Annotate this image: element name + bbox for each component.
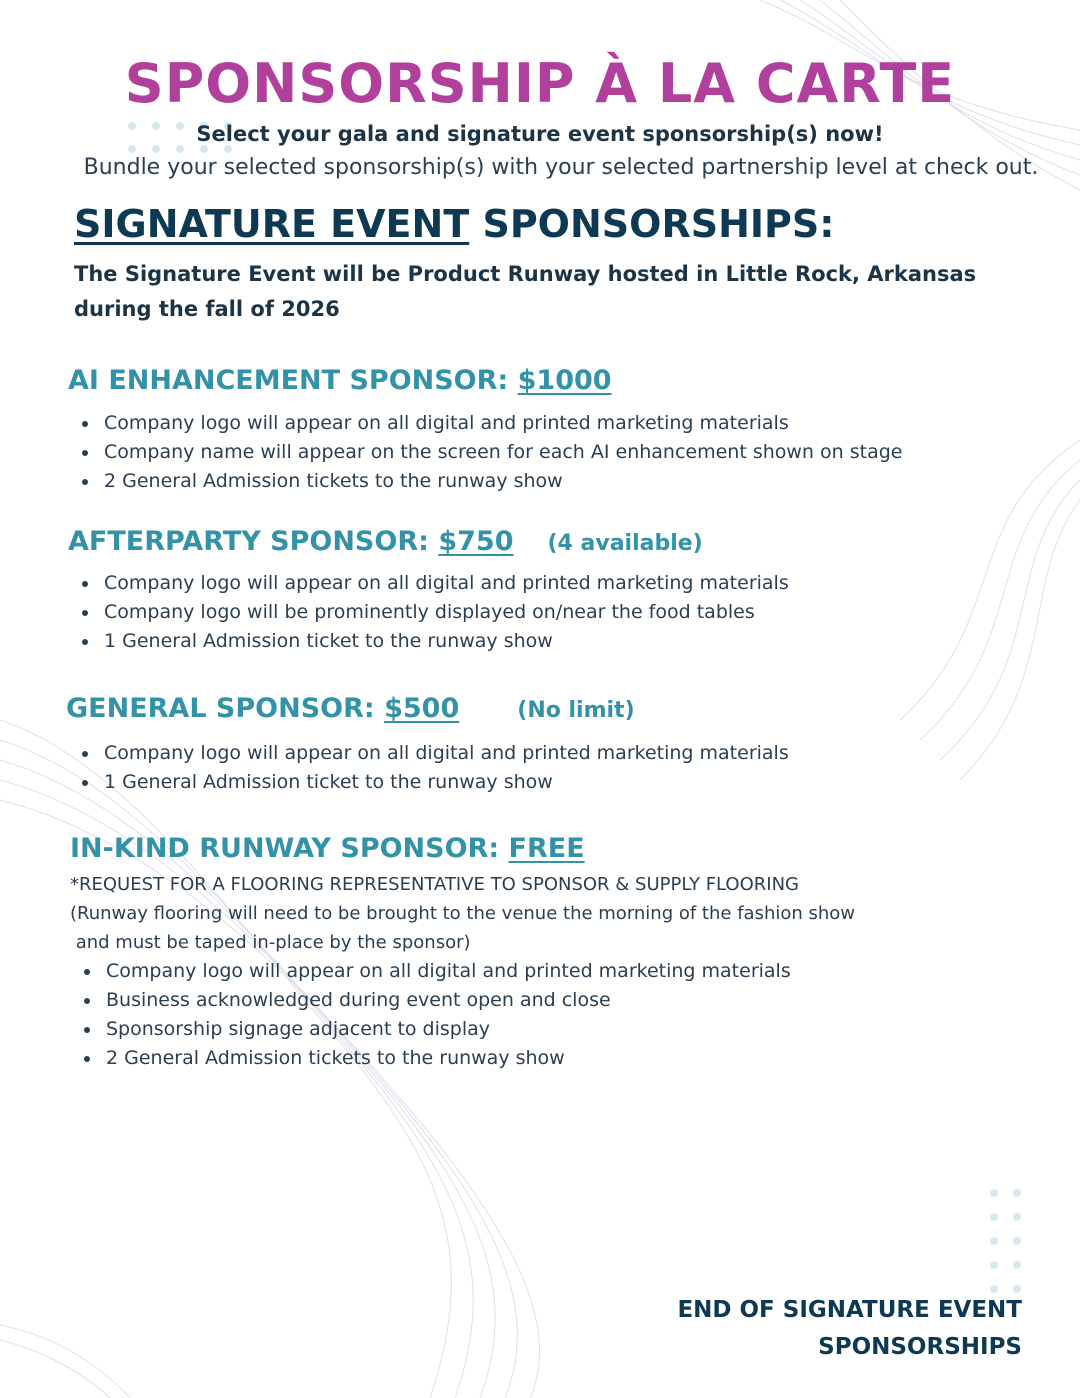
tier-availability-note: (No limit) bbox=[517, 698, 635, 723]
benefit-item: Business acknowledged during event open and close bbox=[80, 986, 791, 1015]
benefit-item: 2 General Admission tickets to the runway show bbox=[80, 1044, 791, 1073]
end-note-line: END OF SIGNATURE EVENT bbox=[677, 1297, 1022, 1323]
benefit-item: Company logo will appear on all digital and printed marketing materials bbox=[78, 409, 902, 438]
tier-ai-enhancement-heading bbox=[68, 363, 612, 399]
tier-label: IN-KIND RUNWAY SPONSOR: bbox=[70, 833, 509, 864]
request-line: and must be taped in-place by the sponsor) bbox=[70, 932, 471, 953]
section-title bbox=[74, 198, 834, 250]
benefit-item: 1 General Admission ticket to the runway show bbox=[78, 768, 789, 797]
benefit-item: 2 General Admission tickets to the runway show bbox=[78, 467, 902, 496]
section-intro bbox=[74, 257, 977, 327]
tier-in-kind-request-note bbox=[70, 870, 930, 957]
section-title-underlined: SIGNATURE EVENT bbox=[74, 202, 470, 246]
tier-availability-note: (4 available) bbox=[547, 531, 703, 556]
tier-general-benefits bbox=[78, 739, 789, 797]
tier-price: $750 bbox=[438, 526, 514, 557]
benefit-item: Company logo will appear on all digital and printed marketing materials bbox=[78, 739, 789, 768]
tier-ai-enhancement-benefits bbox=[78, 409, 902, 496]
tier-afterparty-heading bbox=[68, 524, 703, 562]
request-line: *REQUEST FOR A FLOORING REPRESENTATIVE TO SPONSOR & SUPPLY FLOORING bbox=[70, 874, 799, 895]
tier-label: AFTERPARTY SPONSOR: bbox=[68, 526, 439, 557]
request-line: (Runway flooring will need to be brought to the venue the morning of the fashion show bbox=[70, 903, 856, 924]
benefit-item: 1 General Admission ticket to the runway show bbox=[78, 627, 789, 656]
page-subtitle: Select your gala and signature event sponsorship(s) now! bbox=[196, 122, 884, 146]
tier-in-kind-runway-benefits bbox=[80, 957, 791, 1073]
tier-price: $1000 bbox=[517, 365, 612, 396]
tier-general-heading bbox=[66, 691, 635, 729]
benefit-item: Company logo will appear on all digital and printed marketing materials bbox=[78, 569, 789, 598]
tier-afterparty-benefits bbox=[78, 569, 789, 656]
benefit-item: Company name will appear on the screen for each AI enhancement shown on stage bbox=[78, 438, 902, 467]
section-intro-line: The Signature Event will be Product Runway hosted in Little Rock, Arkansas bbox=[74, 262, 977, 286]
tier-price: FREE bbox=[508, 833, 585, 864]
tier-price: $500 bbox=[384, 693, 460, 724]
section-intro-line: during the fall of 2026 bbox=[74, 297, 340, 321]
section-title-rest: SPONSORSHIPS: bbox=[469, 202, 835, 246]
benefit-item: Company logo will be prominently displayed on/near the food tables bbox=[78, 598, 789, 627]
tier-in-kind-runway-heading bbox=[70, 831, 585, 867]
benefit-item: Sponsorship signage adjacent to display bbox=[80, 1015, 791, 1044]
tier-label: GENERAL SPONSOR: bbox=[66, 693, 385, 724]
page-title: SPONSORSHIP À LA CARTE bbox=[124, 52, 956, 115]
end-note-line: SPONSORSHIPS bbox=[818, 1334, 1022, 1360]
end-of-section-note bbox=[677, 1292, 1022, 1366]
tier-label: AI ENHANCEMENT SPONSOR: bbox=[68, 365, 518, 396]
page-subtitle-bundle: Bundle your selected sponsorship(s) with your selected partnership level at check out. bbox=[83, 155, 1039, 180]
benefit-item: Company logo will appear on all digital and printed marketing materials bbox=[80, 957, 791, 986]
